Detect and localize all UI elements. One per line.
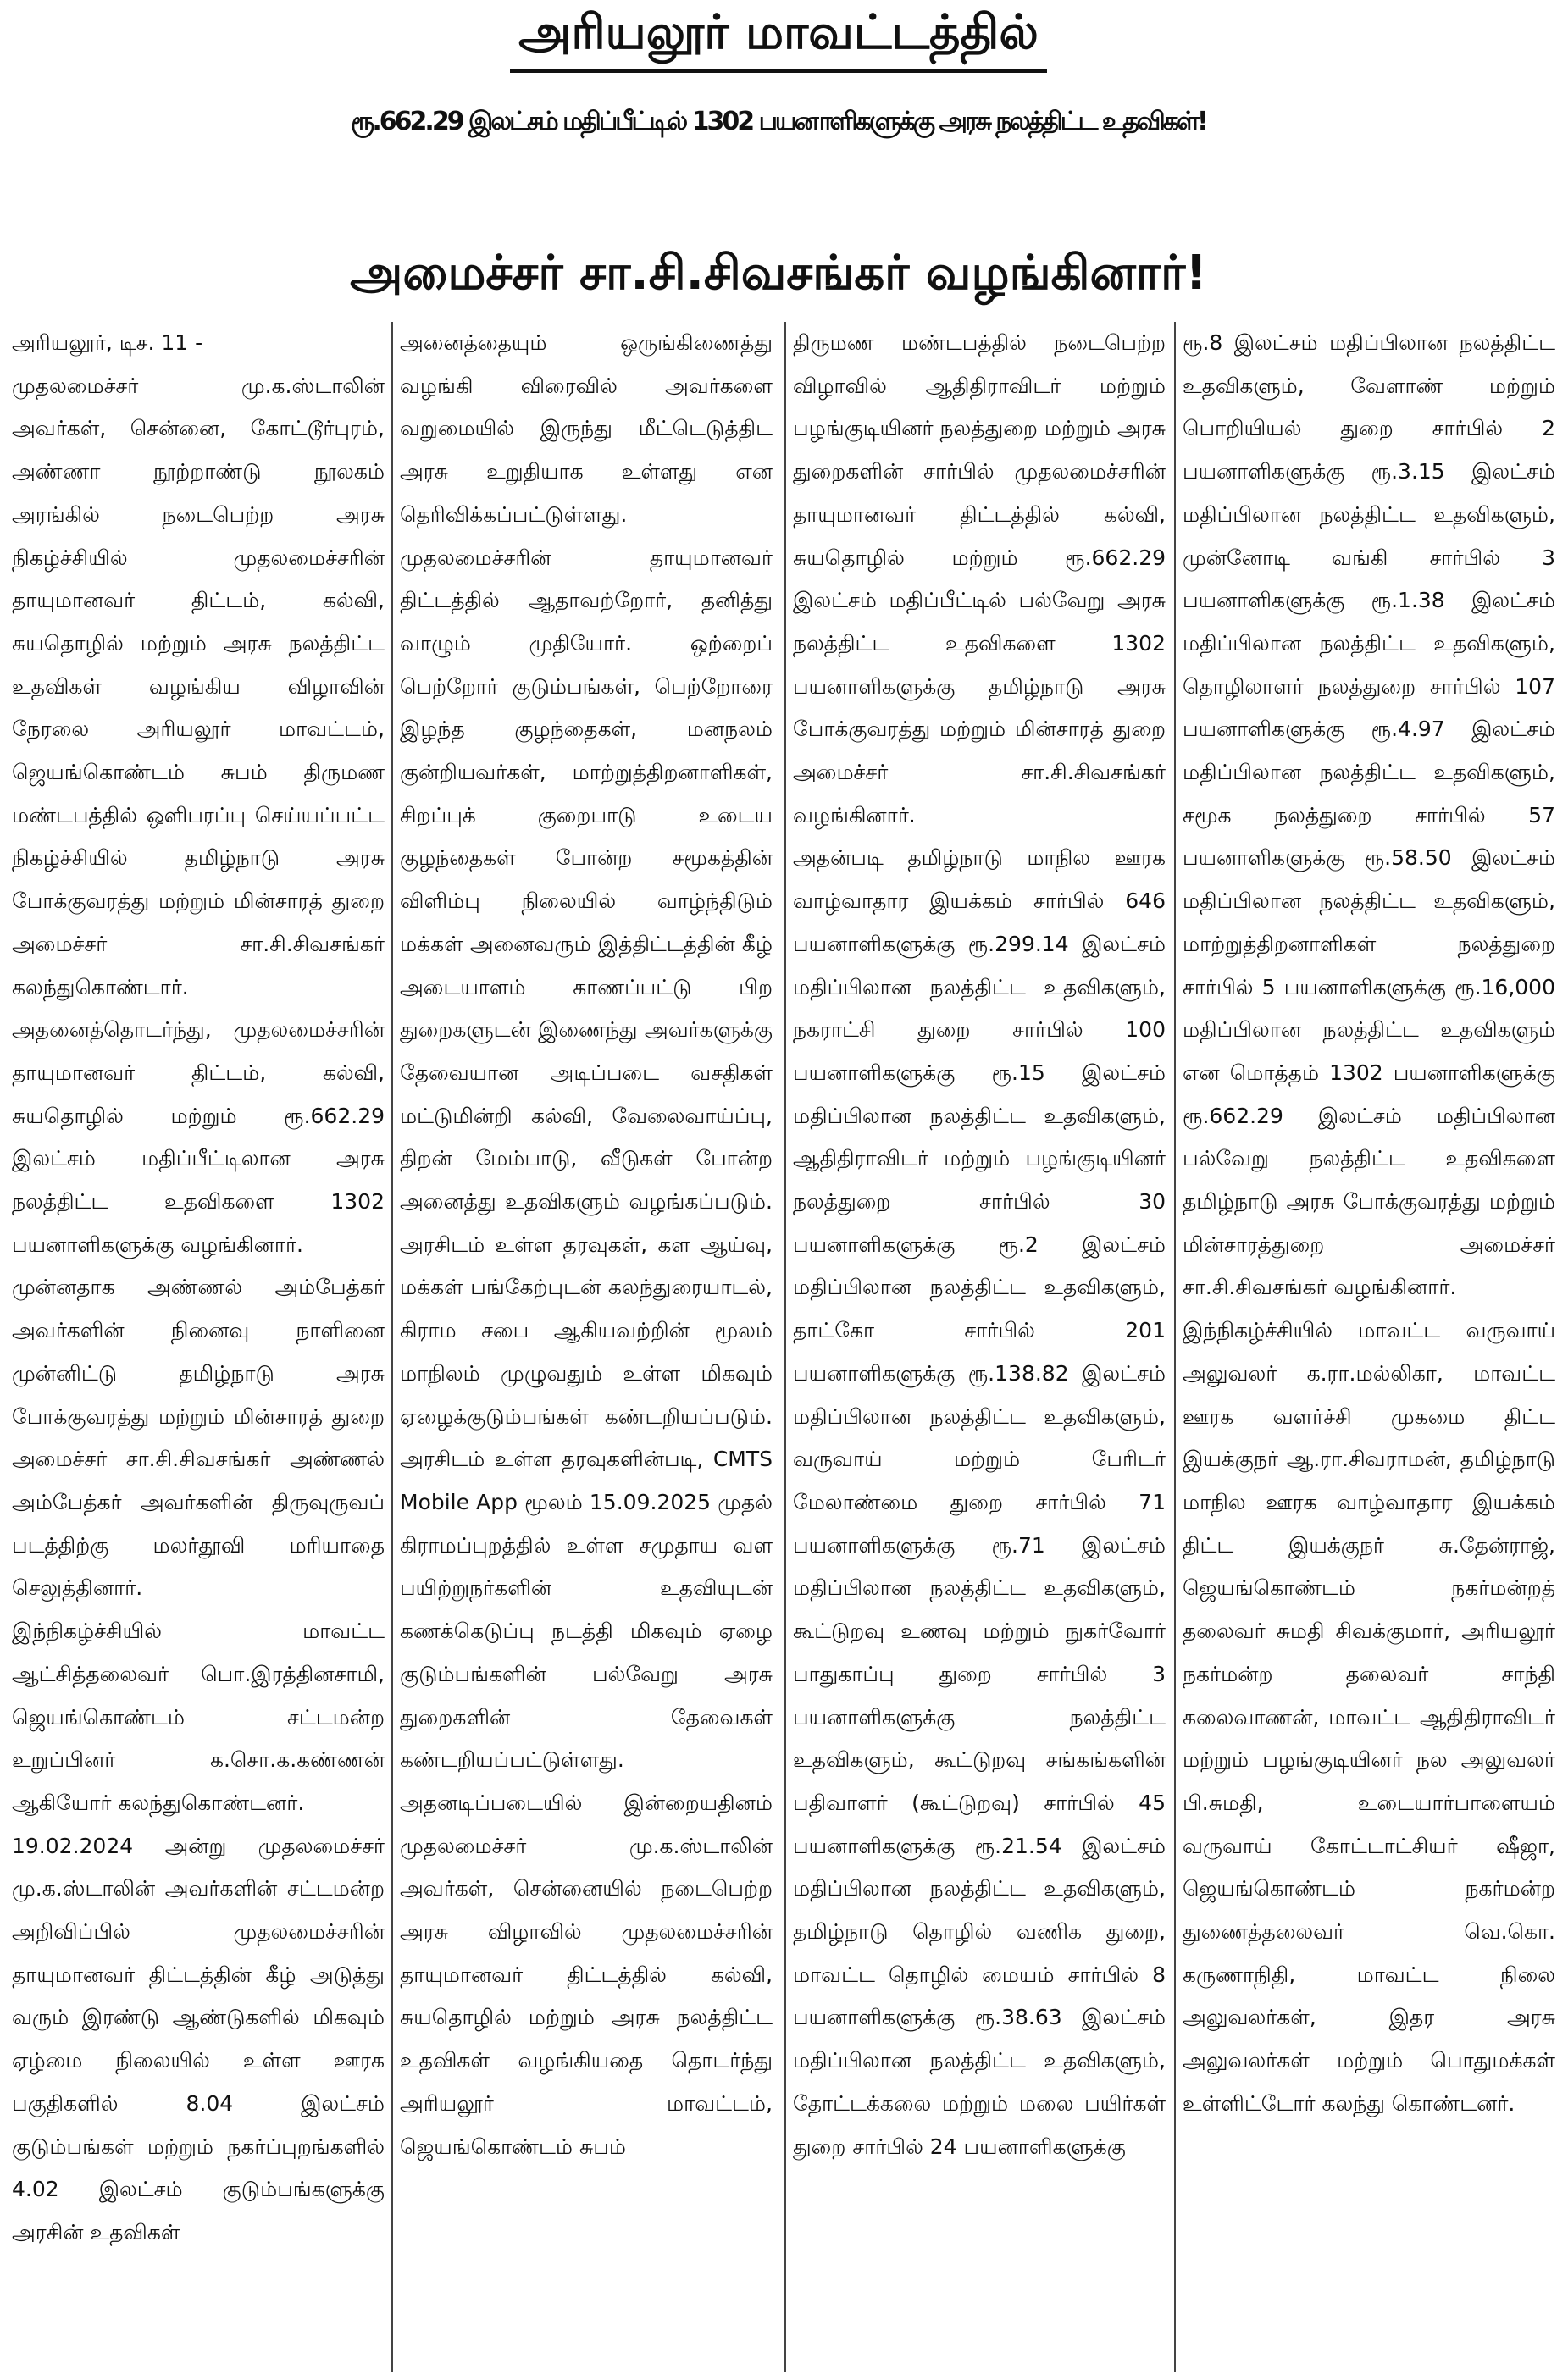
article-column-1: அரியலூர், டிச. 11 - முதலமைச்சர் மு.க.ஸ்டாலின் அவர்கள், சென்னை, கோட்டூர்புரம், அண்ணா நூற்றாண்டு நூலகம் அரங்கில் நடைபெற்ற அரசு நிகழ்ச்சியில் முதலமைச்சரின் தாயுமானவர் திட்டம், கல்வி, சுயதொழில் மற்றும் அரசு நலத்திட்ட உதவிகள் வழங்கிய விழாவின் நேரலை அரியலூர் மாவட்டம், ஜெயங்கொண்டம் சுபம் திருமண மண்டபத்தில் ஒளிபரப்பு செய்யப்பட்ட நிகழ்ச்சியில் தமிழ்நாடு அரசு போக்குவரத்து மற்றும் மின்சாரத் துறை அமைச்சர் சா.சி.சிவசங்கர் கலந்துகொண்டார். அதனைத்தொடர்ந்து, முதலமைச்சரின் தாயுமானவர் திட்டம், கல்வி, சுயதொழில் மற்றும் ரூ.662.29 இலட்சம் மதிப்பீட்டிலான அரசு நலத்திட்ட உதவிகளை 1302 பயனாளிகளுக்கு வழங்கினார். முன்னதாக அண்ணல் அம்பேத்கர் அவர்களின் நினைவு நாளினை முன்னிட்டு தமிழ்நாடு அரசு போக்குவரத்து மற்றும் மின்சாரத் துறை அமைச்சர் சா.சி.சிவசங்கர் அண்ணல் அம்பேத்கர் அவர்களின் திருவுருவப் படத்திற்கு மலர்தூவி மரியாதை செலுத்தினார். இந்நிகழ்ச்சியில் மாவட்ட ஆட்சித்தலைவர் பொ.இரத்தினசாமி, ஜெயங்கொண்டம் சட்டமன்ற உறுப்பினர் க.சொ.க.கண்ணன் ஆகியோர் கலந்துகொண்டனர். 19.02.2024 அன்று முதலமைச்சர் மு.க.ஸ்டாலின் அவர்களின் சட்டமன்ற அறிவிப்பில் முதலமைச்சரின் தாயுமானவர் திட்டத்தின் கீழ் அடுத்து வரும் இரண்டு ஆண்டுகளில் மிகவும் ஏழ்மை நிலையில் உள்ள ஊரக பகுதிகளில் 8.04 இலட்சம் குடும்பங்கள் மற்றும் நகர்ப்புறங்களில் 4.02 இலட்சம் குடும்பங்களுக்கு அரசின் உதவிகள் — [12, 330, 385, 2244]
article-column-2: அனைத்தையும் ஒருங்கிணைத்து வழங்கி விரைவில் அவர்களை வறுமையில் இருந்து மீட்டெடுத்திட அரசு உறுதியாக உள்ளது என தெரிவிக்கப்பட்டுள்ளது. முதலமைச்சரின் தாயுமானவர் திட்டத்தில் ஆதாவற்றோர், தனித்து வாழும் முதியோர். ஒற்றைப் பெற்றோர் குடும்பங்கள், பெற்றோரை இழந்த குழந்தைகள், மனநலம் குன்றியவர்கள், மாற்றுத்திறனாளிகள், சிறப்புக் குறைபாடு உடைய குழந்தைகள் போன்ற சமூகத்தின் விளிம்பு நிலையில் வாழ்ந்திடும் மக்கள் அனைவரும் இத்திட்டத்தின் கீழ் அடையாளம் காணப்பட்டு பிற துறைகளுடன் இணைந்து அவர்களுக்கு தேவையான அடிப்படை வசதிகள் மட்டுமின்றி கல்வி, வேலைவாய்ப்பு, திறன் மேம்பாடு, வீடுகள் போன்ற அனைத்து உதவிகளும் வழங்கப்படும். அரசிடம் உள்ள தரவுகள், கள ஆய்வு, மக்கள் பங்கேற்புடன் கலந்துரையாடல், கிராம சபை ஆகியவற்றின் மூலம் மாநிலம் முழுவதும் உள்ள மிகவும் ஏழைக்குடும்பங்கள் கண்டறியப்படும். அரசிடம் உள்ள தரவுகளின்படி, CMTS Mobile App மூலம் 15.09.2025 முதல் கிராமப்புறத்தில் உள்ள சமுதாய வள பயிற்றுநர்களின் உதவியுடன் கணக்கெடுப்பு நடத்தி மிகவும் ஏழை குடும்பங்களின் பல்வேறு அரசு துறைகளின் தேவைகள் கண்டறியப்பட்டுள்ளது. அதனடிப்படையில் இன்றையதினம் முதலமைச்சர் மு.க.ஸ்டாலின் அவர்கள், சென்னையில் நடைபெற்ற அரசு விழாவில் முதலமைச்சரின் தாயுமானவர் திட்டத்தில் கல்வி, சுயதொழில் மற்றும் அரசு நலத்திட்ட உதவிகள் வழங்கியதை தொடர்ந்து அரியலூர் மாவட்டம், ஜெயங்கொண்டம் சுபம் — [400, 330, 773, 2159]
main-headline: ரூ.662.29 இலட்சம் மதிப்பீட்டில் 1302 பயனாளிகளுக்கு அரசு நலத்திட்ட உதவிகள்! — [351, 107, 1206, 136]
article-column-3: திருமண மண்டபத்தில் நடைபெற்ற விழாவில் ஆதிதிராவிடர் மற்றும் பழங்குடியினர் நலத்துறை மற்றும் அரசு துறைகளின் சார்பில் முதலமைச்சரின் தாயுமானவர் திட்டத்தில் கல்வி, சுயதொழில் மற்றும் ரூ.662.29 இலட்சம் மதிப்பீட்டில் பல்வேறு அரசு நலத்திட்ட உதவிகளை 1302 பயனாளிகளுக்கு தமிழ்நாடு அரசு போக்குவரத்து மற்றும் மின்சாரத் துறை அமைச்சர் சா.சி.சிவசங்கர் வழங்கினார். அதன்படி தமிழ்நாடு மாநில ஊரக வாழ்வாதார இயக்கம் சார்பில் 646 பயனாளிகளுக்கு ரூ.299.14 இலட்சம் மதிப்பிலான நலத்திட்ட உதவிகளும், நகராட்சி துறை சார்பில் 100 பயனாளிகளுக்கு ரூ.15 இலட்சம் மதிப்பிலான நலத்திட்ட உதவிகளும், ஆதிதிராவிடர் மற்றும் பழங்குடியினர் நலத்துறை சார்பில் 30 பயனாளிகளுக்கு ரூ.2 இலட்சம் மதிப்பிலான நலத்திட்ட உதவிகளும், தாட்கோ சார்பில் 201 பயனாளிகளுக்கு ரூ.138.82 இலட்சம் மதிப்பிலான நலத்திட்ட உதவிகளும், வருவாய் மற்றும் பேரிடர் மேலாண்மை துறை சார்பில் 71 பயனாளிகளுக்கு ரூ.71 இலட்சம் மதிப்பிலான நலத்திட்ட உதவிகளும், கூட்டுறவு உணவு மற்றும் நுகர்வோர் பாதுகாப்பு துறை சார்பில் 3 பயனாளிகளுக்கு நலத்திட்ட உதவிகளும், கூட்டுறவு சங்கங்களின் பதிவாளர் (கூட்டுறவு) சார்பில் 45 பயனாளிகளுக்கு ரூ.21.54 இலட்சம் மதிப்பிலான நலத்திட்ட உதவிகளும், தமிழ்நாடு தொழில் வணிக துறை, மாவட்ட தொழில் மையம் சார்பில் 8 பயனாளிகளுக்கு ரூ.38.63 இலட்சம் மதிப்பிலான நலத்திட்ட உதவிகளும், தோட்டக்கலை மற்றும் மலை பயிர்கள் துறை சார்பில் 24 பயனாளிகளுக்கு — [793, 330, 1166, 2159]
column-divider — [784, 322, 786, 2372]
sub-headline: அமைச்சர் சா.சி.சிவசங்கர் வழங்கினார்! — [350, 246, 1207, 301]
kicker-heading: அரியலூர் மாவட்டத்தில் — [0, 5, 1557, 73]
column-divider — [1174, 322, 1176, 2372]
article-column-4: ரூ.8 இலட்சம் மதிப்பிலான நலத்திட்ட உதவிகளும், வேளாண் மற்றும் பொறியியல் துறை சார்பில் 2 பயனாளிகளுக்கு ரூ.3.15 இலட்சம் மதிப்பிலான நலத்திட்ட உதவிகளும், முன்னோடி வங்கி சார்பில் 3 பயனாளிகளுக்கு ரூ.1.38 இலட்சம் மதிப்பிலான நலத்திட்ட உதவிகளும், தொழிலாளர் நலத்துறை சார்பில் 107 பயனாளிகளுக்கு ரூ.4.97 இலட்சம் மதிப்பிலான நலத்திட்ட உதவிகளும், சமூக நலத்துறை சார்பில் 57 பயனாளிகளுக்கு ரூ.58.50 இலட்சம் மதிப்பிலான நலத்திட்ட உதவிகளும், மாற்றுத்திறனாளிகள் நலத்துறை சார்பில் 5 பயனாளிகளுக்கு ரூ.16,000 மதிப்பிலான நலத்திட்ட உதவிகளும் என மொத்தம் 1302 பயனாளிகளுக்கு ரூ.662.29 இலட்சம் மதிப்பிலான பல்வேறு நலத்திட்ட உதவிகளை தமிழ்நாடு அரசு போக்குவரத்து மற்றும் மின்சாரத்துறை அமைச்சர் சா.சி.சிவசங்கர் வழங்கினார். இந்நிகழ்ச்சியில் மாவட்ட வருவாய் அலுவலர் க.ரா.மல்லிகா, மாவட்ட ஊரக வளர்ச்சி முகமை திட்ட இயக்குநர் ஆ.ரா.சிவராமன், தமிழ்நாடு மாநில ஊரக வாழ்வாதார இயக்கம் திட்ட இயக்குநர் சு.தேன்ராஜ், ஜெயங்கொண்டம் நகர்மன்றத் தலைவர் சுமதி சிவக்குமார், அரியலூர் நகர்மன்ற தலைவர் சாந்தி கலைவாணன், மாவட்ட ஆதிதிராவிடர் மற்றும் பழங்குடியினர் நல அலுவலர் பி.சுமதி, உடையார்பாளையம் வருவாய் கோட்டாட்சியர் ஷீஜா, ஜெயங்கொண்டம் நகர்மன்ற துணைத்தலைவர் வெ.கொ. கருணாநிதி, மாவட்ட நிலை அலுவலர்கள், இதர அரசு அலுவலர்கள் மற்றும் பொதுமக்கள் உள்ளிட்டோர் கலந்து கொண்டனர். — [1183, 330, 1555, 2116]
column-divider — [391, 322, 393, 2372]
